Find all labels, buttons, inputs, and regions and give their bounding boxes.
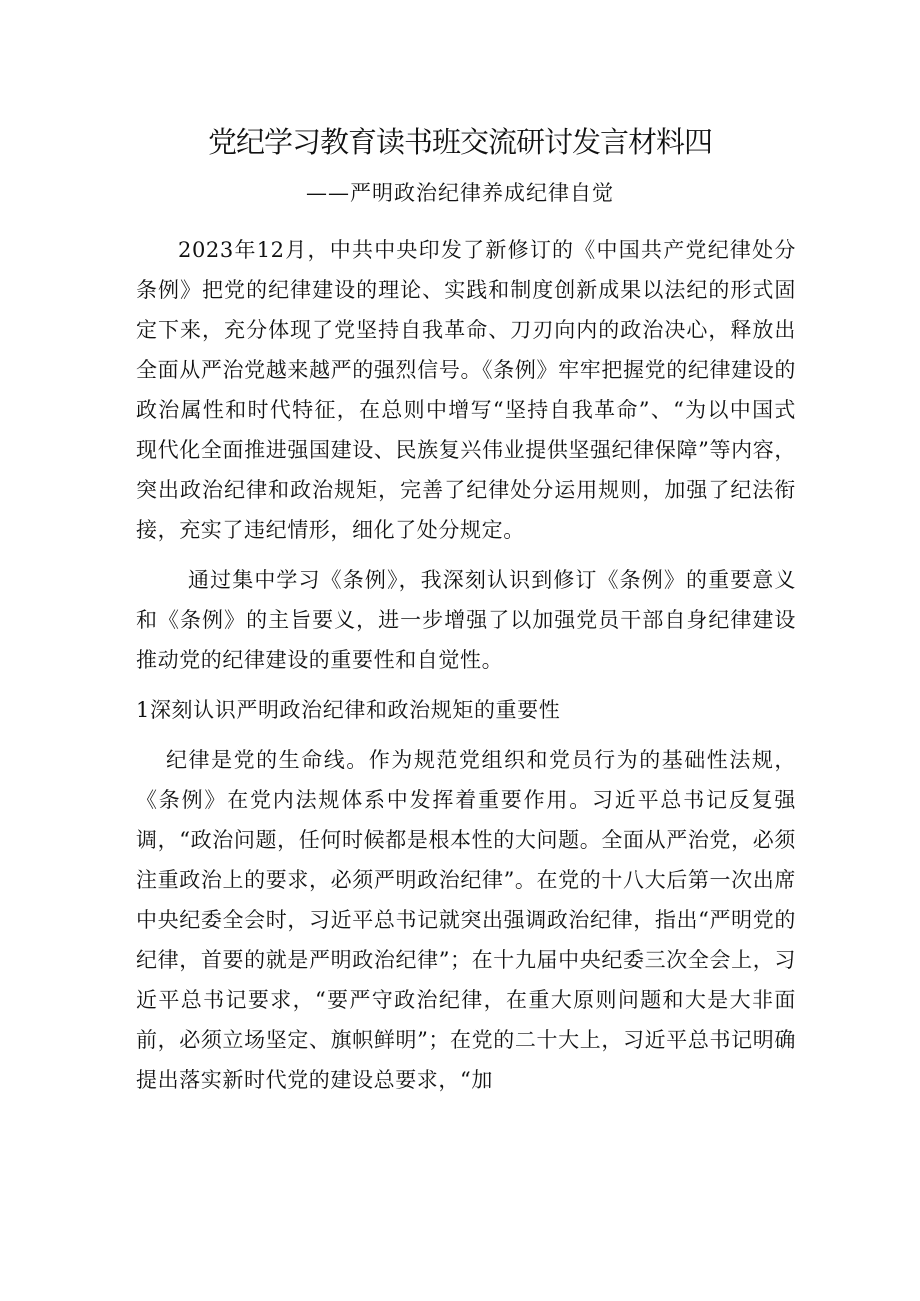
paragraph-study: 通过集中学习《条例》，我深刻认识到修订《条例》的重要意义和《条例》的主旨要义，进一步增强了以加强党员干部自身纪律建设推动党的纪律建设的重要性和自觉性。 xyxy=(136,568,796,672)
paragraph-discipline: 纪律是党的生命线。作为规范党组织和党员行为的基础性法规，《条例》在党内法规体系中发挥着重要作用。习近平总书记反复强调，“政治问题，任何时候都是根本性的大问题。全面从严治党，必须注重政治上的要求，必须严明政治纪律”。在党的十八大后第一次出席中央纪委全会时，习近平总书记就突出强调政治纪律，指出“严明党的纪律，首要的就是严明政治纪律”；在十九届中央纪委三次全会上，习近平总书记要求，“要严守政治纪律，在重大原则问题和大是大非面前，必须立场坚定、旗帜鲜明”；在党的二十大上，习近平总书记明确提出落实新时代党的建设总要求，“加 xyxy=(136,748,796,1092)
paragraph-intro: 2023年12月，中共中央印发了新修订的《中国共产党纪律处分条例》把党的纪律建设的理论、实践和制度创新成果以法纪的形式固定下来，充分体现了党坚持自我革命、刀刃向内的政治决心，释放出全面从严治党越来越严的强烈信号。《条例》牢牢把握党的纪律建设的政治属性和时代特征，在总则中增写“坚持自我革命”、“为以中国式现代化全面推进强国建设、民族复兴伟业提供坚强纪律保障”等内容，突出政治纪律和政治规矩，完善了纪律处分运用规则，加强了纪法衔接，充实了违纪情形，细化了处分规定。 xyxy=(136,238,796,542)
document-subtitle: ——严明政治纪律养成纪律自觉 xyxy=(306,181,614,205)
document-title: 党纪学习教育读书班交流研讨发言材料四 xyxy=(207,125,712,159)
document-body xyxy=(136,230,796,1100)
section-heading-1: 1深刻认识严明政治纪律和政治规矩的重要性 xyxy=(136,698,561,722)
